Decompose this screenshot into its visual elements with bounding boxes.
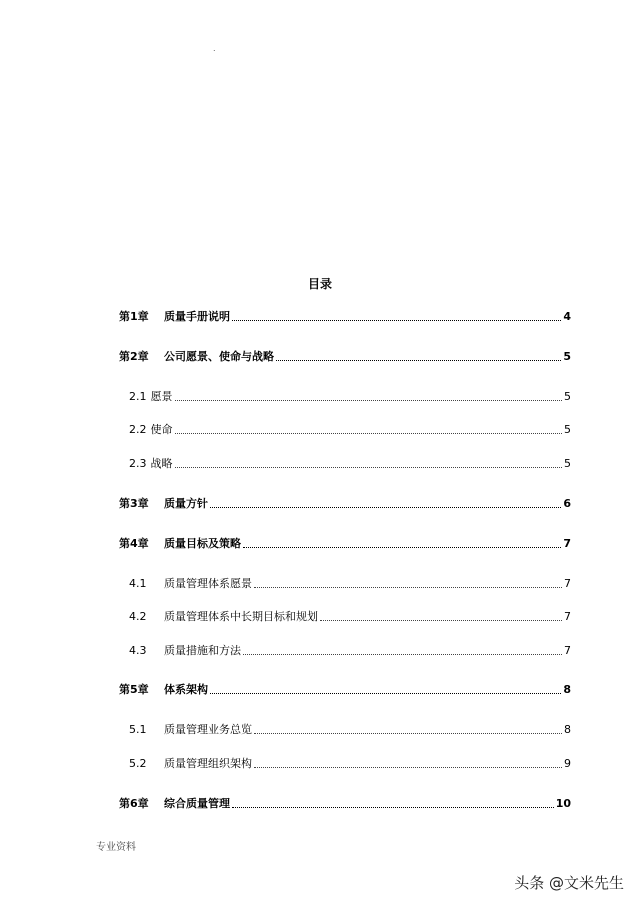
- toc-dot-leader: [175, 400, 563, 401]
- toc-entry-page: 6: [563, 497, 571, 510]
- toc-dot-leader: [232, 807, 554, 808]
- toc-entry-number: 第1章: [119, 310, 149, 323]
- toc-dot-leader: [175, 467, 563, 468]
- toc-entry[interactable]: [119, 608, 571, 624]
- toc-dot-leader: [254, 767, 562, 768]
- toc-entry[interactable]: [119, 721, 571, 737]
- toc-entry-page: 7: [563, 537, 571, 550]
- toc-dot-leader: [276, 360, 561, 361]
- toc-entry-label: 综合质量管理: [164, 797, 230, 810]
- toc-entry-label: 质量管理体系愿景: [164, 577, 252, 590]
- toc-entry-label: 质量措施和方法: [164, 644, 241, 657]
- toc-entry[interactable]: [119, 348, 571, 364]
- toc-dot-leader: [254, 587, 562, 588]
- toc-entry-page: 7: [564, 644, 571, 657]
- toc-dot-leader: [243, 547, 561, 548]
- toc-entry-label: 战略: [150, 457, 173, 470]
- toc-entry-page: 5: [564, 390, 571, 403]
- toc-entry-page: 5: [563, 350, 571, 363]
- toc-entry-label: 质量管理业务总览: [164, 723, 252, 736]
- toc-entry-number: 5.2: [129, 757, 147, 770]
- toc-entry-page: 9: [564, 757, 571, 770]
- toc-entry-label: 质量目标及策略: [164, 537, 241, 550]
- toc-dot-leader: [320, 620, 562, 621]
- toc-entry[interactable]: [119, 795, 571, 811]
- toc-entry-label: 质量方针: [164, 497, 208, 510]
- watermark: 头条 @文米先生: [514, 874, 624, 892]
- toc-entry-page: 7: [564, 577, 571, 590]
- toc-entry[interactable]: [119, 495, 571, 511]
- footer-text: 专业资料: [96, 842, 136, 853]
- toc-entry-page: 8: [564, 723, 571, 736]
- toc-entry-number: 4.1: [129, 577, 147, 590]
- toc-entry-label: 体系架构: [164, 683, 208, 696]
- toc-entry-number: 第5章: [119, 683, 149, 696]
- toc-dot-leader: [210, 507, 561, 508]
- toc-entry[interactable]: [119, 421, 571, 437]
- toc-entry-page: 4: [563, 310, 571, 323]
- toc-entry-label: 质量手册说明: [164, 310, 230, 323]
- toc-entry-number: 2.2: [129, 423, 147, 436]
- toc-entry[interactable]: [119, 388, 571, 404]
- toc-entry-page: 5: [564, 457, 571, 470]
- toc-entry[interactable]: [119, 535, 571, 551]
- toc-entry-number: 第3章: [119, 497, 149, 510]
- toc-entry-number: 4.2: [129, 610, 147, 623]
- toc-entry-page: 7: [564, 610, 571, 623]
- toc-entry-number: 2.3: [129, 457, 147, 470]
- toc-dot-leader: [254, 733, 562, 734]
- toc-title: 目录: [307, 277, 332, 291]
- toc-entry[interactable]: [119, 755, 571, 771]
- toc-entry[interactable]: [119, 642, 571, 658]
- header-mark: .: [213, 44, 216, 53]
- toc-dot-leader: [232, 320, 561, 321]
- toc-entry-number: 第4章: [119, 537, 149, 550]
- toc-dot-leader: [175, 433, 563, 434]
- toc-entry-number: 2.1: [129, 390, 147, 403]
- toc-entry-number: 第2章: [119, 350, 149, 363]
- toc-entry-label: 质量管理组织架构: [164, 757, 252, 770]
- toc-entry[interactable]: [119, 308, 571, 324]
- toc-entry-number: 第6章: [119, 797, 149, 810]
- toc-entry[interactable]: [119, 455, 571, 471]
- toc-dot-leader: [243, 654, 562, 655]
- toc-entry-label: 使命: [150, 423, 173, 436]
- toc-entry-label: 公司愿景、使命与战略: [164, 350, 274, 363]
- toc-dot-leader: [210, 693, 561, 694]
- toc-entry[interactable]: [119, 681, 571, 697]
- toc-entry[interactable]: [119, 575, 571, 591]
- toc-entry-number: 5.1: [129, 723, 147, 736]
- toc-entry-page: 8: [563, 683, 571, 696]
- toc-entry-page: 5: [564, 423, 571, 436]
- toc-entry-label: 质量管理体系中长期目标和规划: [164, 610, 318, 623]
- toc-entry-page: 10: [555, 797, 571, 810]
- toc-entry-label: 愿景: [150, 390, 173, 403]
- toc-entry-number: 4.3: [129, 644, 147, 657]
